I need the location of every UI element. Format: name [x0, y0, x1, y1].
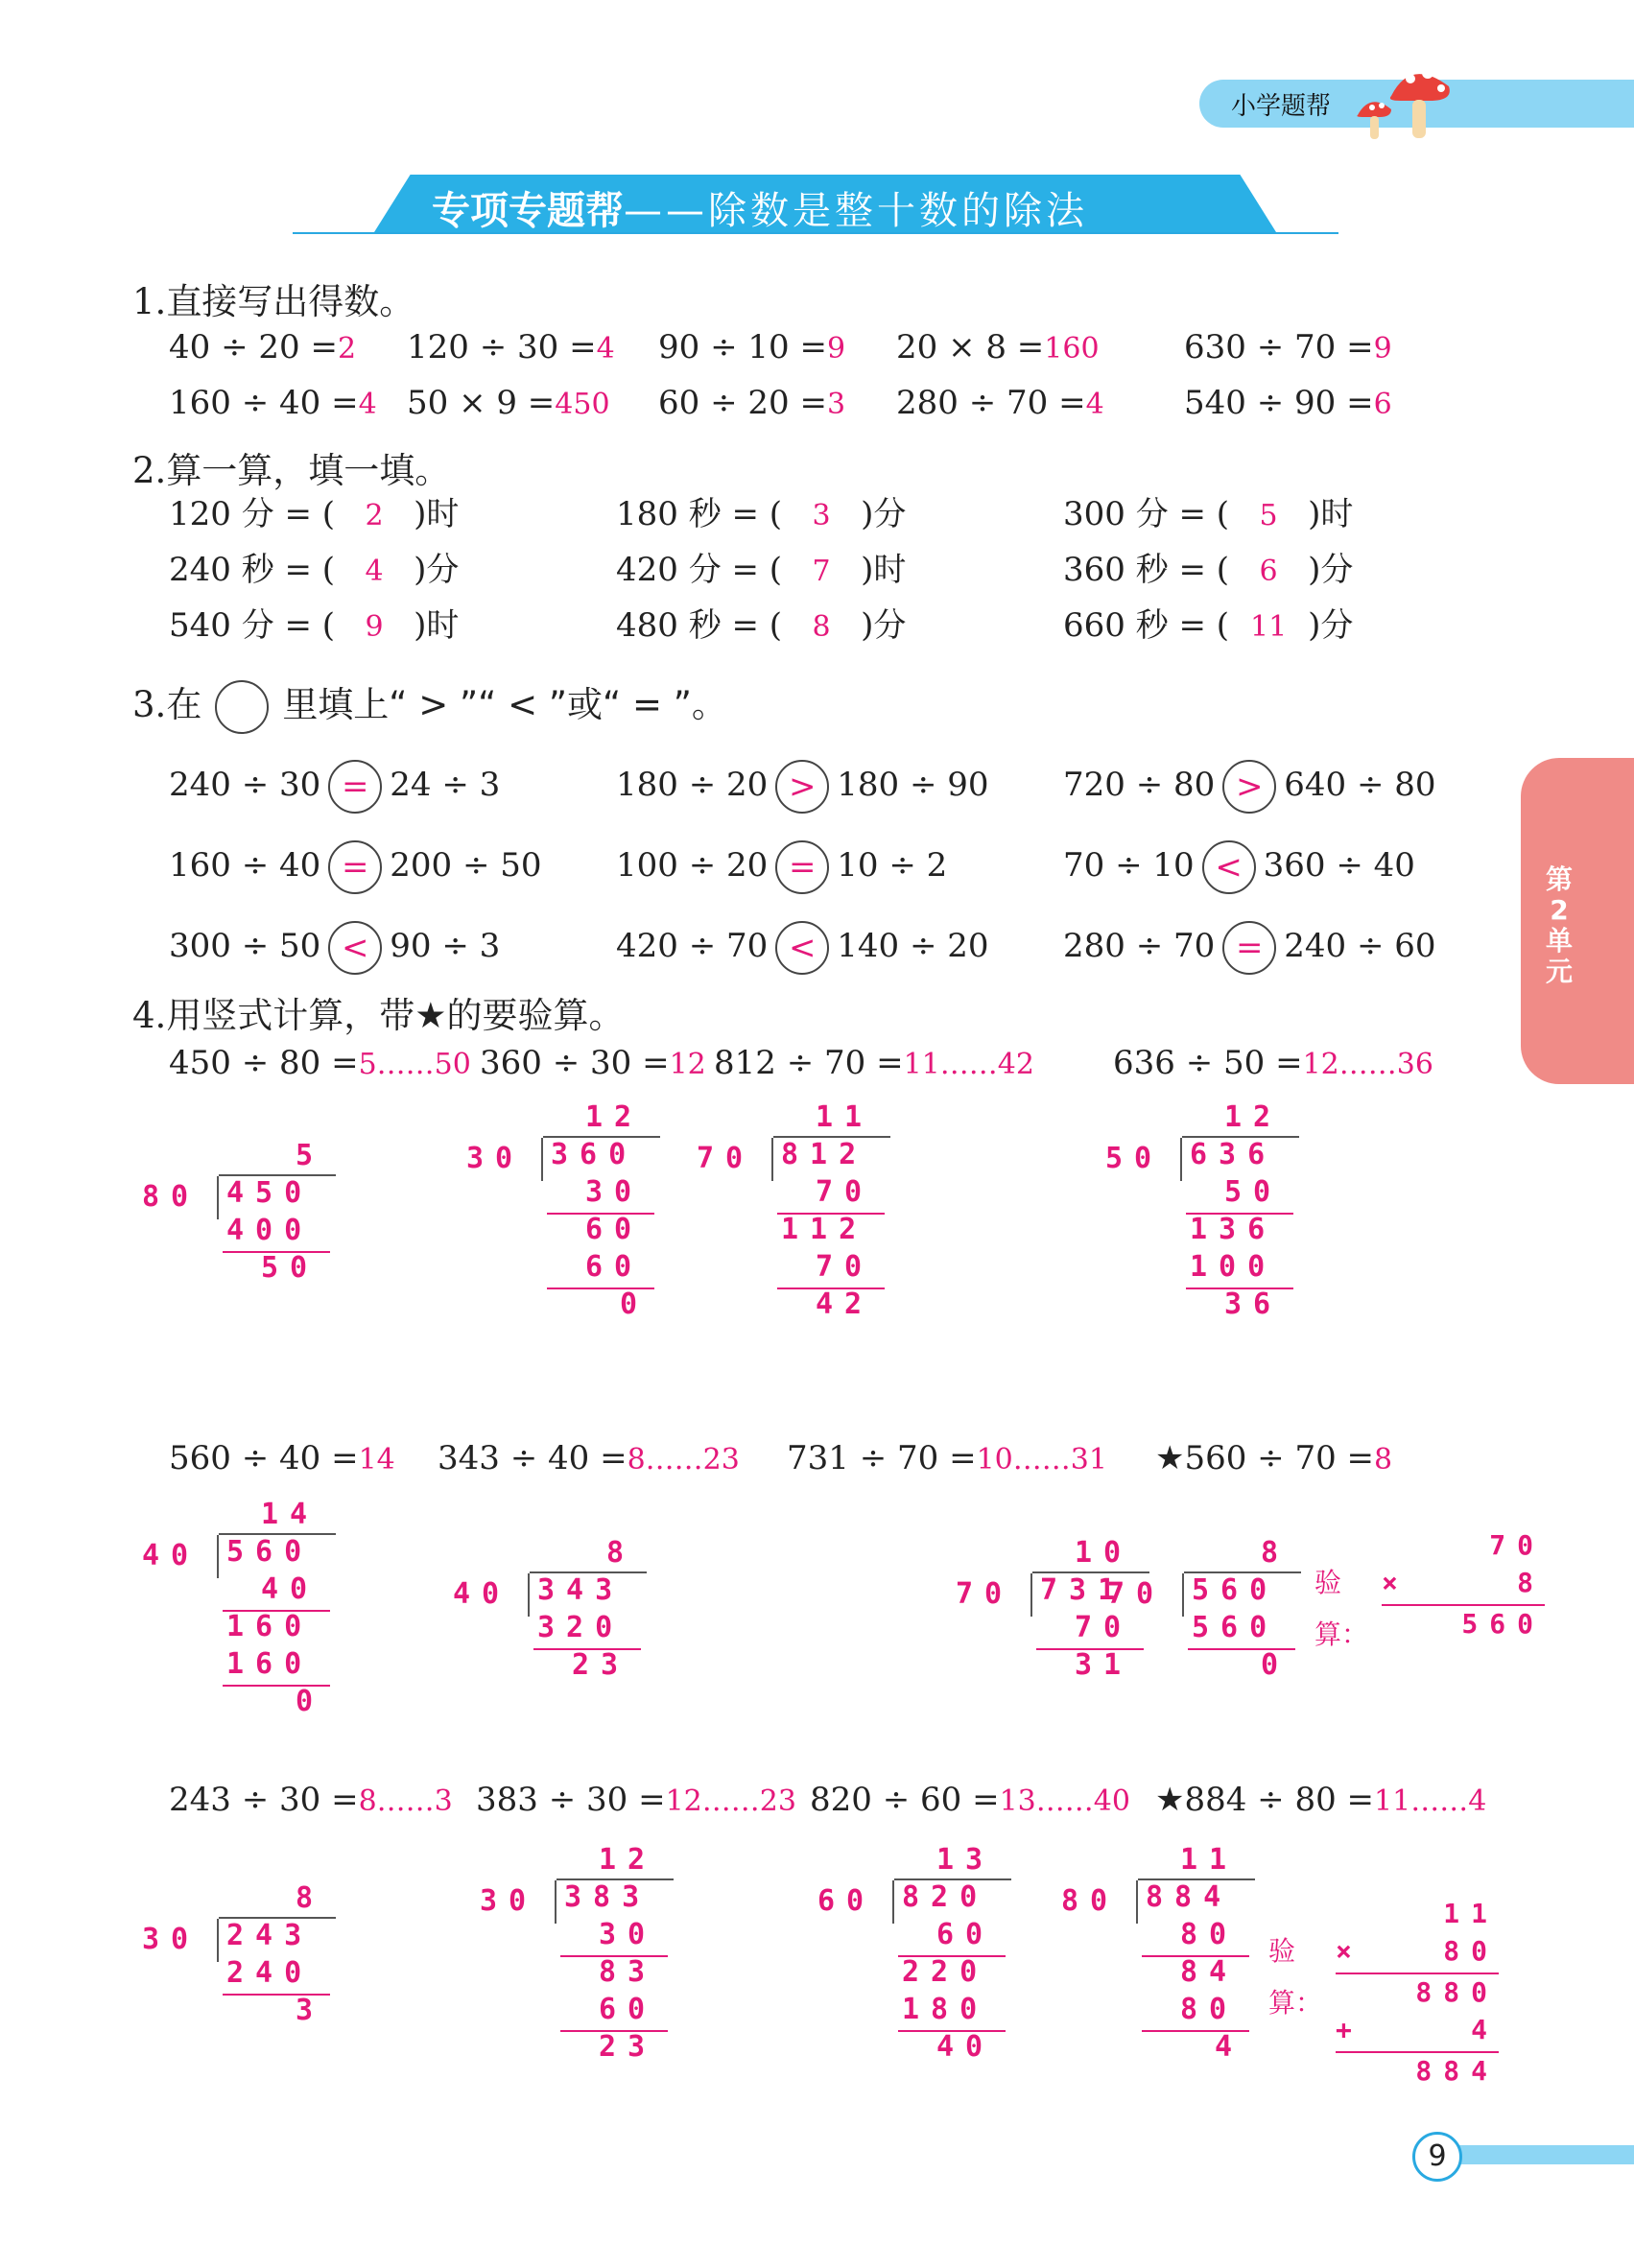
- division-bracket: [555, 1880, 557, 1924]
- division-step: 560: [1192, 1611, 1279, 1644]
- equation-expr: 240 秒 = (: [169, 551, 336, 589]
- division-dividend: 812: [781, 1138, 868, 1171]
- q2-equation: [616, 606, 906, 647]
- problem-expr: 636 ÷ 50 =: [1113, 1044, 1303, 1082]
- equation-expr: 280 ÷ 70 =: [896, 384, 1086, 422]
- equation-expr: 60 ÷ 20 =: [658, 384, 827, 422]
- check-operand: 4: [1471, 2014, 1499, 2045]
- comparison-answer-circle: <: [1202, 840, 1256, 894]
- q1-equation: [658, 384, 845, 424]
- q4-problem-expression: [810, 1781, 1130, 1821]
- division-quotient: 12: [1224, 1100, 1283, 1134]
- q4-problem-expression: [438, 1439, 740, 1479]
- equation-unit: )时: [414, 606, 460, 645]
- check-operand: 11: [1443, 1898, 1499, 1929]
- long-division: [142, 1881, 325, 2027]
- division-bracket: [528, 1573, 530, 1617]
- check-operator: +: [1336, 2014, 1363, 2045]
- equation-answer: 9: [826, 332, 846, 366]
- problem-answer: 11……4: [1374, 1784, 1487, 1818]
- long-division: [1107, 1536, 1291, 1682]
- comparison-left: 240 ÷ 30: [169, 766, 321, 804]
- comparison-right: 360 ÷ 40: [1263, 846, 1415, 885]
- division-bracket: [1180, 1138, 1182, 1181]
- division-step: 83: [599, 1955, 657, 1989]
- division-quotient: 11: [1180, 1843, 1239, 1877]
- check-result: 560: [1461, 1608, 1545, 1640]
- problem-expr: 360 ÷ 30 =: [480, 1044, 670, 1082]
- check-operand: 8: [1517, 1567, 1545, 1598]
- q1-equation: [407, 384, 610, 424]
- comparison-answer-circle: >: [775, 760, 829, 814]
- equation-expr: 180 秒 = (: [616, 495, 783, 533]
- problem-answer: 13……40: [999, 1784, 1130, 1818]
- comparison-left: 70 ÷ 10: [1063, 846, 1195, 885]
- comparison-left: 180 ÷ 20: [616, 766, 769, 804]
- long-division: [1061, 1843, 1244, 2064]
- problem-expr: ★884 ÷ 80 =: [1155, 1781, 1375, 1819]
- division-dividend: 343: [537, 1573, 625, 1607]
- equation-expr: 480 秒 = (: [616, 606, 783, 645]
- q3-comparison: [616, 837, 947, 894]
- q1-equation: [896, 328, 1100, 368]
- problem-expr: 731 ÷ 70 =: [787, 1439, 977, 1477]
- equation-answer: 450: [555, 388, 610, 421]
- q1-text: 直接写出得数。: [166, 281, 415, 322]
- division-quotient: 8: [1261, 1536, 1291, 1570]
- division-dividend: 731: [1040, 1573, 1127, 1607]
- division-step: 31: [1075, 1648, 1133, 1682]
- q4-problem-expression: [1155, 1781, 1486, 1821]
- side-tab-text: 2: [1550, 894, 1569, 926]
- long-division: [480, 1843, 657, 2064]
- equation-answer: 9: [1373, 332, 1392, 366]
- division-divisor: 50: [1105, 1141, 1164, 1175]
- equation-answer: 6: [1373, 388, 1392, 421]
- problem-expr: 450 ÷ 80 =: [169, 1044, 359, 1082]
- division-quotient: 5: [296, 1139, 325, 1172]
- q2-equation: [1063, 606, 1353, 647]
- division-bracket: [1182, 1573, 1184, 1617]
- mushroom-icon: [1353, 58, 1468, 144]
- problem-expr: 560 ÷ 40 =: [169, 1439, 359, 1477]
- brand-label: 小学题帮: [1231, 92, 1332, 121]
- check-operator: ×: [1382, 1567, 1409, 1598]
- problem-answer: 14: [358, 1443, 395, 1477]
- division-dividend: 636: [1190, 1138, 1277, 1171]
- q2-title: [132, 441, 450, 493]
- equation-unit: )分: [1308, 551, 1354, 589]
- division-dividend: 820: [902, 1880, 989, 1914]
- division-step: 112: [781, 1213, 868, 1246]
- equation-answer: 2: [365, 499, 384, 532]
- banner-title: [432, 180, 1088, 235]
- banner-title-sub: ——除数是整十数的除法: [624, 189, 1088, 233]
- division-step: 160: [226, 1647, 314, 1681]
- division-bracket: [1030, 1573, 1032, 1617]
- division-step: 70: [816, 1250, 874, 1284]
- division-step: 80: [1180, 1993, 1239, 2026]
- q2-text: 算一算，填一填。: [166, 450, 451, 491]
- equation-expr: 420 分 = (: [616, 551, 783, 589]
- q1-equation: [1184, 384, 1392, 424]
- comparison-right: 240 ÷ 60: [1284, 927, 1436, 965]
- division-step: 70: [816, 1175, 874, 1209]
- side-tab-text: 单: [1545, 925, 1573, 957]
- division-divisor: 30: [466, 1141, 525, 1175]
- division-step: 60: [585, 1250, 644, 1284]
- division-step: 160: [226, 1610, 314, 1643]
- division-dividend: 383: [564, 1880, 651, 1914]
- problem-answer: 12……23: [665, 1784, 796, 1818]
- q2-equation: [169, 606, 459, 647]
- comparison-answer-circle: =: [328, 760, 382, 814]
- problem-expr: 383 ÷ 30 =: [476, 1781, 666, 1819]
- q4-title: [132, 986, 624, 1038]
- check-partial: 880: [1415, 1976, 1499, 2008]
- comparison-left: 300 ÷ 50: [169, 927, 321, 965]
- problem-answer: 11……42: [903, 1048, 1034, 1081]
- comparison-right: 10 ÷ 2: [837, 846, 948, 885]
- equation-answer: 7: [812, 555, 831, 588]
- division-divisor: 60: [817, 1883, 876, 1918]
- division-divisor: 30: [142, 1922, 201, 1956]
- comparison-answer-circle: =: [328, 840, 382, 894]
- equation-answer: 4: [596, 332, 615, 366]
- comparison-right: 140 ÷ 20: [837, 927, 989, 965]
- division-bracket: [771, 1138, 773, 1181]
- division-quotient: 12: [599, 1843, 657, 1877]
- equation-answer: 8: [812, 610, 831, 644]
- division-step: 0: [296, 1685, 325, 1718]
- division-step: 220: [902, 1955, 989, 1989]
- q2-equation: [1063, 495, 1353, 535]
- comparison-left: 280 ÷ 70: [1063, 927, 1216, 965]
- verification-calc: [1336, 1898, 1499, 2090]
- division-divisor: 70: [1107, 1576, 1166, 1611]
- division-step: 4: [1215, 2030, 1244, 2064]
- equation-answer: 2: [337, 332, 357, 366]
- comparison-answer-circle: <: [328, 921, 382, 975]
- q2-number: 2.: [132, 450, 167, 491]
- division-step: 80: [1180, 1918, 1239, 1951]
- q1-equation: [1184, 328, 1392, 368]
- equation-expr: 40 ÷ 20 =: [169, 328, 338, 366]
- equation-answer: 5: [1259, 499, 1278, 532]
- q4-number: 4.: [132, 995, 167, 1036]
- division-step: 23: [599, 2030, 657, 2064]
- q4-problem-expression: [1155, 1439, 1392, 1479]
- division-dividend: 560: [226, 1535, 314, 1569]
- q4-problem-expression: [169, 1781, 453, 1821]
- division-step: 50: [261, 1251, 320, 1285]
- problem-answer: 5……50: [358, 1048, 471, 1081]
- division-step: 40: [936, 2030, 995, 2064]
- equation-unit: )分: [861, 495, 907, 533]
- check-result: 884: [1415, 2055, 1499, 2087]
- problem-answer: 8……3: [358, 1784, 453, 1818]
- division-step: 136: [1190, 1213, 1277, 1246]
- q4-problem-expression: [169, 1439, 395, 1479]
- division-step: 400: [226, 1214, 314, 1247]
- check-operator: ×: [1336, 1935, 1363, 1967]
- q3-comparison: [169, 917, 500, 975]
- problem-expr: 343 ÷ 40 =: [438, 1439, 628, 1477]
- division-bracket: [541, 1138, 543, 1181]
- comparison-left: 720 ÷ 80: [1063, 766, 1216, 804]
- equation-answer: 4: [1085, 388, 1104, 421]
- division-divisor: 40: [142, 1538, 201, 1572]
- banner-title-bold: 专项专题帮: [432, 189, 624, 233]
- equation-expr: 160 ÷ 40 =: [169, 384, 359, 422]
- q3-number: 3.: [132, 684, 167, 725]
- q4-problem-expression: [1113, 1044, 1433, 1084]
- equation-unit: )时: [861, 551, 907, 589]
- division-step: 23: [572, 1648, 630, 1682]
- division-step: 240: [226, 1956, 314, 1990]
- comparison-answer-circle: =: [1222, 921, 1276, 975]
- comparison-right: 180 ÷ 90: [837, 766, 989, 804]
- division-divisor: 80: [1061, 1883, 1120, 1918]
- q2-equation: [616, 495, 906, 535]
- division-quotient: 11: [816, 1100, 874, 1134]
- q1-equation: [896, 384, 1104, 424]
- comparison-answer-circle: >: [1222, 760, 1276, 814]
- problem-answer: 12……36: [1302, 1048, 1433, 1081]
- problem-answer: 12: [669, 1048, 706, 1081]
- problem-answer: 10……31: [976, 1443, 1107, 1477]
- equation-expr: 300 分 = (: [1063, 495, 1230, 533]
- q1-number: 1.: [132, 281, 167, 322]
- equation-expr: 50 × 9 =: [407, 384, 556, 422]
- q4-problem-expression: [787, 1439, 1107, 1479]
- division-step: 180: [902, 1993, 989, 2026]
- problem-answer: 8: [1374, 1443, 1393, 1477]
- problem-expr: 243 ÷ 30 =: [169, 1781, 359, 1819]
- division-step: 60: [585, 1213, 644, 1246]
- division-bracket: [217, 1535, 219, 1578]
- division-divisor: 70: [956, 1576, 1014, 1611]
- division-bracket: [217, 1919, 219, 1962]
- q1-title: [132, 272, 414, 324]
- equation-answer: 3: [826, 388, 846, 421]
- division-bracket: [217, 1176, 219, 1219]
- q3-comparison: [1063, 917, 1436, 975]
- check-line: [1336, 2051, 1499, 2053]
- equation-expr: 630 ÷ 70 =: [1184, 328, 1374, 366]
- division-step: 3: [296, 1994, 325, 2027]
- q1-equation: [169, 384, 377, 424]
- q4-text: 用竖式计算，带★的要验算。: [166, 995, 625, 1036]
- comparison-right: 90 ÷ 3: [390, 927, 501, 965]
- check-label: 验: [1314, 1567, 1342, 1598]
- division-quotient: 10: [1075, 1536, 1133, 1570]
- q1-equation: [658, 328, 845, 368]
- long-division: [697, 1100, 874, 1321]
- comparison-right: 200 ÷ 50: [390, 846, 542, 885]
- q3-comparison: [1063, 837, 1415, 894]
- equation-unit: )分: [1308, 606, 1354, 645]
- long-division: [817, 1843, 995, 2064]
- division-step: 320: [537, 1611, 625, 1644]
- q3-title: [132, 675, 727, 734]
- division-dividend: 243: [226, 1919, 314, 1952]
- division-step: 36: [1224, 1288, 1283, 1321]
- check-line: [1382, 1604, 1545, 1606]
- equation-unit: )时: [414, 495, 460, 533]
- division-quotient: 12: [585, 1100, 644, 1134]
- equation-unit: )分: [414, 551, 460, 589]
- division-step: 0: [1261, 1648, 1291, 1682]
- side-tab-text: 元: [1545, 956, 1573, 987]
- problem-expr: 820 ÷ 60 =: [810, 1781, 1000, 1819]
- equation-answer: 3: [812, 499, 831, 532]
- division-quotient: 13: [936, 1843, 995, 1877]
- comparison-answer-circle: <: [775, 921, 829, 975]
- division-divisor: 80: [142, 1179, 201, 1214]
- division-dividend: 884: [1146, 1880, 1233, 1914]
- comparison-answer-circle: =: [775, 840, 829, 894]
- q4-problem-expression: [169, 1044, 471, 1084]
- division-divisor: 40: [453, 1576, 511, 1611]
- problem-expr: ★560 ÷ 70 =: [1155, 1439, 1375, 1477]
- verification-calc: [1382, 1529, 1545, 1721]
- q4-problem-expression: [476, 1781, 796, 1821]
- division-dividend: 560: [1192, 1573, 1279, 1607]
- check-label: 算：: [1268, 1987, 1323, 2019]
- page-number: 9: [1412, 2132, 1462, 2182]
- q3-comparison: [169, 756, 500, 814]
- equation-answer: 6: [1259, 555, 1278, 588]
- q3-comparison: [169, 837, 542, 894]
- check-line: [1336, 1973, 1499, 1974]
- division-step: 84: [1180, 1955, 1239, 1989]
- q2-equation: [169, 551, 459, 591]
- long-division: [142, 1498, 325, 1718]
- problem-answer: 8……23: [627, 1443, 740, 1477]
- comparison-right: 640 ÷ 80: [1284, 766, 1436, 804]
- equation-answer: 4: [365, 555, 384, 588]
- long-division: [466, 1100, 650, 1321]
- q3-comparison: [616, 756, 989, 814]
- comparison-left: 100 ÷ 20: [616, 846, 769, 885]
- division-step: 30: [599, 1918, 657, 1951]
- q4-problem-expression: [480, 1044, 706, 1084]
- unit-side-tab: [1521, 758, 1634, 1084]
- q3-text-post: 里填上“ > ”“ < ”或“ = ”。: [282, 684, 727, 725]
- division-bracket: [1136, 1880, 1138, 1924]
- equation-answer: 4: [358, 388, 377, 421]
- equation-expr: 660 秒 = (: [1063, 606, 1230, 645]
- division-step: 30: [585, 1175, 644, 1209]
- comparison-left: 160 ÷ 40: [169, 846, 321, 885]
- q4-problem-expression: [714, 1044, 1034, 1084]
- division-step: 60: [599, 1993, 657, 2026]
- division-dividend: 450: [226, 1176, 314, 1210]
- division-quotient: 14: [261, 1498, 320, 1531]
- division-step: 40: [261, 1572, 320, 1606]
- comparison-left: 420 ÷ 70: [616, 927, 769, 965]
- equation-expr: 120 分 = (: [169, 495, 336, 533]
- equation-expr: 360 秒 = (: [1063, 551, 1230, 589]
- division-step: 0: [620, 1288, 650, 1321]
- equation-expr: 540 ÷ 90 =: [1184, 384, 1374, 422]
- equation-expr: 90 ÷ 10 =: [658, 328, 827, 366]
- equation-expr: 120 ÷ 30 =: [407, 328, 597, 366]
- q2-equation: [1063, 551, 1353, 591]
- long-division: [1105, 1100, 1283, 1321]
- q3-blank-circle: [215, 680, 269, 734]
- equation-unit: )时: [1308, 495, 1354, 533]
- q3-comparison: [616, 917, 989, 975]
- comparison-right: 24 ÷ 3: [390, 766, 501, 804]
- division-divisor: 70: [697, 1141, 755, 1175]
- check-operand: 80: [1443, 1935, 1499, 1967]
- division-step: 100: [1190, 1250, 1277, 1284]
- check-label: 验: [1268, 1935, 1296, 1967]
- equation-unit: )分: [861, 606, 907, 645]
- equation-answer: 9: [365, 610, 384, 644]
- q1-equation: [407, 328, 615, 368]
- division-step: 60: [936, 1918, 995, 1951]
- equation-answer: 11: [1249, 610, 1288, 644]
- q3-comparison: [1063, 756, 1436, 814]
- division-quotient: 8: [606, 1536, 636, 1570]
- equation-answer: 160: [1044, 332, 1100, 366]
- check-label: 算：: [1314, 1618, 1369, 1650]
- division-divisor: 30: [480, 1883, 538, 1918]
- division-quotient: 8: [296, 1881, 325, 1915]
- division-dividend: 360: [551, 1138, 638, 1171]
- long-division: [453, 1536, 636, 1682]
- q2-equation: [169, 495, 459, 535]
- check-operand: 70: [1489, 1529, 1545, 1561]
- q1-equation: [169, 328, 356, 368]
- q2-equation: [616, 551, 906, 591]
- division-step: 50: [1224, 1175, 1283, 1209]
- q3-text-pre: 在: [166, 684, 202, 725]
- division-step: 70: [1075, 1611, 1133, 1644]
- equation-expr: 540 分 = (: [169, 606, 336, 645]
- equation-expr: 20 × 8 =: [896, 328, 1045, 366]
- problem-expr: 812 ÷ 70 =: [714, 1044, 904, 1082]
- division-step: 42: [816, 1288, 874, 1321]
- side-tab-text: 第: [1545, 863, 1573, 895]
- long-division: [956, 1536, 1133, 1682]
- long-division: [142, 1139, 325, 1285]
- division-bracket: [892, 1880, 894, 1924]
